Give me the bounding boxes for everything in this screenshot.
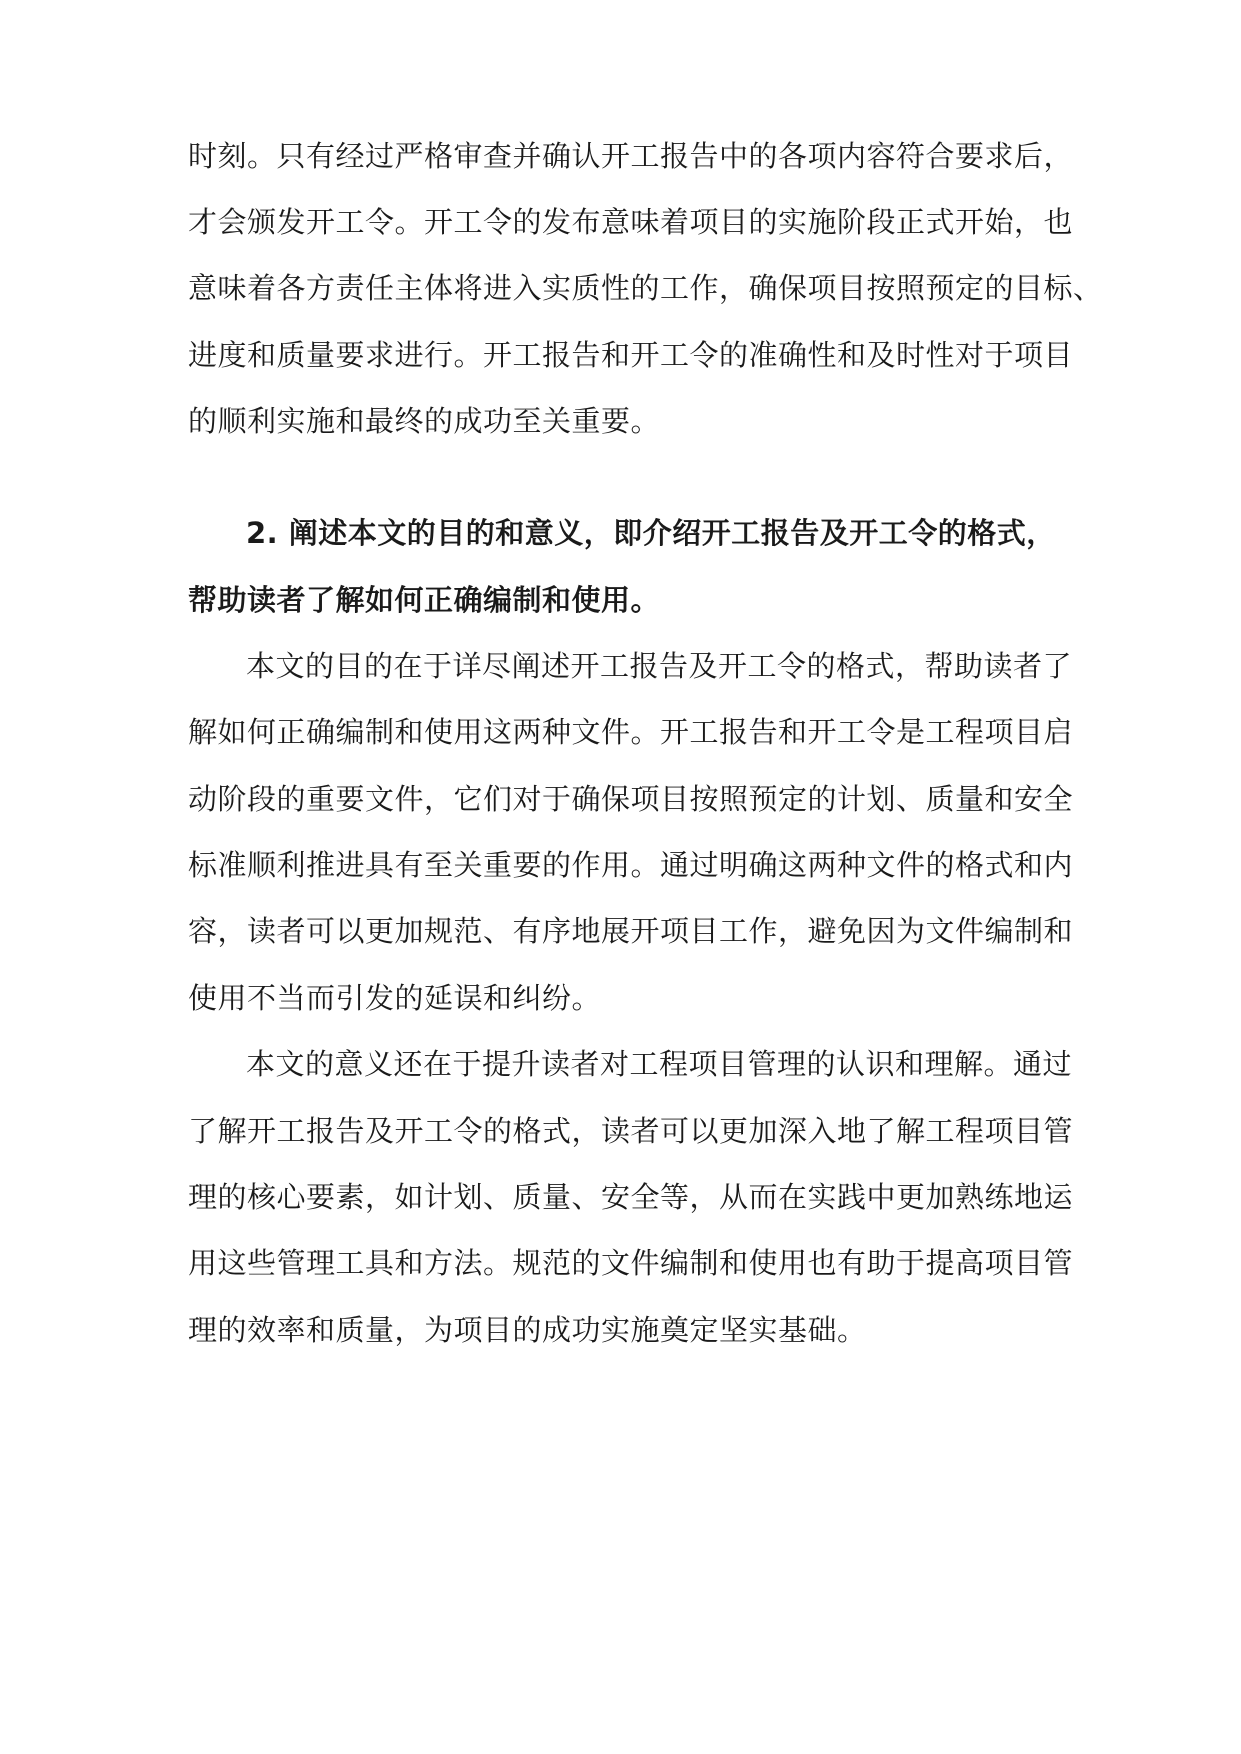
paragraph-2-line-1: 本文的目的在于详尽阐述开工报告及开工令的格式，帮助读者了 — [246, 649, 1073, 683]
paragraph-3-line-5: 理的效率和质量，为项目的成功实施奠定坚实基础。 — [188, 1313, 867, 1347]
paragraph-1-line-4: 进度和质量要求进行。开工报告和开工令的准确性和及时性对于项目 — [188, 338, 1074, 372]
paragraph-2-line-5: 容，读者可以更加规范、有序地展开项目工作，避免因为文件编制和 — [188, 914, 1074, 948]
paragraph-1-line-3: 意味着各方责任主体将进入实质性的工作，确保项目按照预定的目标、 — [188, 271, 1103, 305]
section-heading-line-1: 2. 阐述本文的目的和意义，即介绍开工报告及开工令的格式， — [246, 516, 1056, 550]
paragraph-2-line-2: 解如何正确编制和使用这两种文件。开工报告和开工令是工程项目启 — [188, 715, 1074, 749]
paragraph-1-line-2: 才会颁发开工令。开工令的发布意味着项目的实施阶段正式开始，也 — [188, 205, 1074, 239]
paragraph-1-line-5: 的顺利实施和最终的成功至关重要。 — [188, 404, 661, 438]
paragraph-2-line-3: 动阶段的重要文件，它们对于确保项目按照预定的计划、质量和安全 — [188, 782, 1074, 816]
paragraph-2-line-6: 使用不当而引发的延误和纠纷。 — [188, 981, 602, 1015]
paragraph-3-line-3: 理的核心要素，如计划、质量、安全等，从而在实践中更加熟练地运 — [188, 1180, 1074, 1214]
section-heading-line-2: 帮助读者了解如何正确编制和使用。 — [188, 583, 661, 617]
paragraph-2-line-4: 标准顺利推进具有至关重要的作用。通过明确这两种文件的格式和内 — [188, 848, 1074, 882]
paragraph-1-line-1: 时刻。只有经过严格审查并确认开工报告中的各项内容符合要求后， — [188, 139, 1074, 173]
paragraph-3-line-2: 了解开工报告及开工令的格式，读者可以更加深入地了解工程项目管 — [188, 1114, 1074, 1148]
paragraph-3-line-1: 本文的意义还在于提升读者对工程项目管理的认识和理解。通过 — [246, 1047, 1073, 1081]
paragraph-3-line-4: 用这些管理工具和方法。规范的文件编制和使用也有助于提高项目管 — [188, 1246, 1074, 1280]
